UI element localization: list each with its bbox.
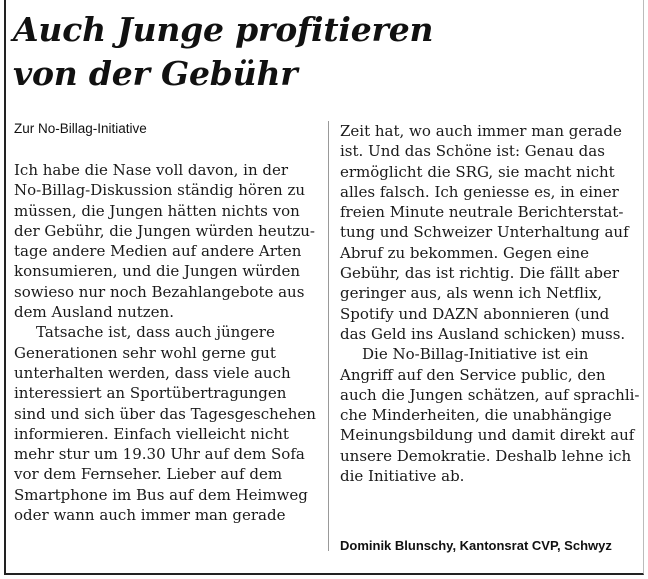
text-line: konsumieren, und die Jungen würden [14,262,301,281]
text-line: Gebühr, das ist richtig. Die fällt aber [340,264,620,283]
text-line: unsere Demokratie. Deshalb lehne ich [340,446,632,465]
text-line: Ich habe die Nase voll davon, in der [14,161,289,179]
text-line: unterhalten werden, dass viele auch [14,363,291,382]
text-line: Meinungsbildung und damit direkt auf [340,426,635,445]
text-line: Zeit hat, wo auch immer man gerade [340,122,622,140]
text-line: tage andere Medien auf andere Arten [14,242,302,261]
text-line: Abruf zu bekommen. Gegen eine [340,243,590,262]
text-line: die Initiative ab. [340,467,465,486]
text-line: auch die Jungen schätzen, auf sprachli- [340,385,640,404]
text-line: müssen, die Jungen hätten nichts von [14,201,300,220]
headline [13,8,433,96]
text-line: ist. Und das Schöne ist: Genau das [340,142,605,161]
author-signature: Dominik Blunschy, Kantonsrat CVP, Schwyz [340,538,612,553]
text-line: dem Ausland nutzen. [14,303,174,322]
text-line: das Geld ins Ausland schicken) muss. [340,324,626,343]
text-line: che Minderheiten, die unabhängige [340,406,612,425]
text-line: Tatsache ist, dass auch jüngere [36,323,275,342]
rubric: Zur No-Billag-Initiative [14,121,147,136]
headline-line-1: Auch Junge profitieren [13,10,434,49]
text-line: tung und Schweizer Unterhaltung auf [340,223,629,242]
text-line: Smartphone im Bus auf dem Heimweg [14,485,308,504]
text-line: informieren. Einfach vielleicht nicht [14,424,289,443]
right-column [340,121,640,486]
headline-line-2: von der Gebühr [13,54,298,93]
text-line: geringer aus, als wenn ich Netflix, [340,284,603,303]
text-line: sowieso nur noch Bezahlangebote aus [14,282,305,301]
text-line: alles falsch. Ich geniesse es, in einer [340,182,619,201]
text-line: der Gebühr, die Jungen würden heutzu- [14,221,315,240]
column-divider [328,121,329,551]
text-line: No-Billag-Diskussion ständig hören zu [14,181,306,200]
text-line: Spotify und DAZN abonnieren (und [340,304,610,323]
text-line: vor dem Fernseher. Lieber auf dem [14,465,283,484]
text-line: freien Minute neutrale Berichterstat- [340,203,624,222]
text-line: oder wann auch immer man gerade [14,506,286,525]
text-line: sind und sich über das Tagesgeschehen [14,404,316,423]
text-line: Angriff auf den Service public, den [340,365,606,384]
text-line: Generationen sehr wohl gerne gut [14,343,276,362]
left-column [14,160,320,525]
text-line: interessiert an Sportübertragungen [14,384,287,403]
text-line: Die No-Billag-Initiative ist ein [362,345,589,364]
text-line: ermöglicht die SRG, sie macht nicht [340,162,615,181]
text-line: mehr stur um 19.30 Uhr auf dem Sofa [14,445,305,464]
